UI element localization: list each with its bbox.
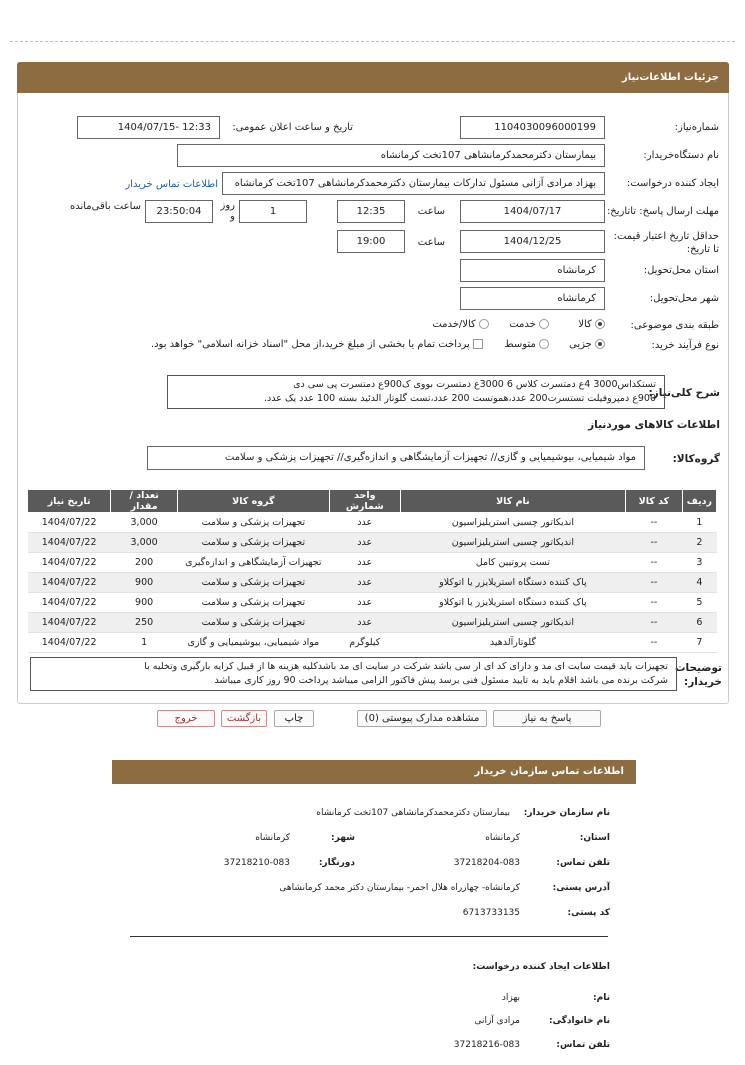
cell-unit: عدد <box>329 573 400 593</box>
cell-name: اندیکاتور چسبی استریلیزاسیون <box>400 513 625 533</box>
goods-info-title: اطلاعات کالاهای موردنیاز <box>588 419 720 431</box>
notes-line-1: تجهیزات باید قیمت سایت ای مد و دارای کد ای ار سی باشد شرکت در سایت ای مد باشدکلیه هزینه ها از قبیل کرایه بارگیری وتخلیه با <box>144 661 668 672</box>
cell-qty: 1 <box>111 633 178 653</box>
creator-field: بهزاد مرادی آزانی مسئول تدارکات بیمارستان دکترمحمدکرمانشاهی 107تخت کرمانشاه <box>222 172 605 195</box>
col-qty: تعداد / مقدار <box>111 490 178 513</box>
deadline-time-label: ساعت <box>417 206 445 217</box>
cell-date: 1404/07/22 <box>28 533 111 553</box>
province-label: استان محل‌تحویل: <box>643 265 719 276</box>
remaining-time-field: 23:50:04 <box>145 200 213 223</box>
cell-unit: عدد <box>329 553 400 573</box>
cell-group: تجهیزات پزشکی و سلامت <box>178 513 330 533</box>
cell-qty: 250 <box>111 613 178 633</box>
reply-button[interactable]: پاسخ به نیاز <box>493 710 601 727</box>
fax-label: دورنگار: <box>318 858 355 868</box>
cell-unit: کیلوگرم <box>329 633 400 653</box>
address-label: آدرس پستی: <box>552 883 610 893</box>
cell-row: 2 <box>682 533 716 553</box>
buyer-field: بیمارستان دکترمحمدکرمانشاهی 107تخت کرمانشاه <box>177 144 605 167</box>
announce-label: تاریخ و ساعت اعلان عمومی: <box>232 122 353 133</box>
validity-date-field: 1404/12/25 <box>460 230 605 253</box>
process-label: نوع فرآیند خرید: <box>651 340 719 351</box>
summary-line-2: 900ع دمپروفیلت تستسرت200 عدد،هموتست 200 عدد،تست گلوتار الدئید بسته 100 عدد یک عدد. <box>264 393 656 404</box>
address-value: کرمانشاه- چهارراه هلال احمر- بیمارستان دکتر محمد کرمانشاهی <box>279 883 520 893</box>
goods-table <box>27 489 717 653</box>
cell-unit: عدد <box>329 513 400 533</box>
category-option-service[interactable]: خدمت <box>509 319 549 330</box>
panel-title: جزئیات اطلاعات‌نیاز <box>17 62 729 93</box>
cell-row: 6 <box>682 613 716 633</box>
table-row[interactable] <box>28 573 717 593</box>
postal-label: کد پستی: <box>567 908 610 918</box>
city-label: شهر محل‌تحویل: <box>649 293 719 304</box>
cell-code: -- <box>626 533 683 553</box>
process-option-minor[interactable]: جزیی <box>569 339 605 350</box>
contact-phone-label: تلفن تماس: <box>556 858 610 868</box>
cell-name: اندیکاتور چسبی استریلیزاسیون <box>400 533 625 553</box>
cell-name: پاک کننده دستگاه استریلایزر یا اتوکلاو <box>400 593 625 613</box>
creator-info-title: اطلاعات ایجاد کننده درخواست: <box>472 962 610 972</box>
province-field: کرمانشاه <box>460 259 605 282</box>
cell-row: 7 <box>682 633 716 653</box>
radio-icon <box>595 339 605 349</box>
cell-qty: 3,000 <box>111 533 178 553</box>
col-row: ردیف <box>682 490 716 513</box>
contact-province-label: استان: <box>579 833 610 843</box>
cell-code: -- <box>626 613 683 633</box>
need-number-label: شماره‌نیاز: <box>674 122 719 133</box>
col-date: تاریخ نیاز <box>28 490 111 513</box>
validity-label: حداقل تاریخ اعتبار قیمت: تا تاریخ: <box>613 231 719 255</box>
cell-code: -- <box>626 553 683 573</box>
remaining-label: ساعت باقی‌مانده <box>69 201 141 212</box>
org-value: بیمارستان دکترمحمدکرمانشاهی 107تخت کرمانشاه <box>316 808 510 818</box>
category-option-goods-service[interactable]: کالا/خدمت <box>432 319 489 330</box>
cell-group: تجهیزات پزشکی و سلامت <box>178 533 330 553</box>
creator-name-label: نام: <box>593 993 610 1003</box>
cell-group: تجهیزات پزشکی و سلامت <box>178 573 330 593</box>
contact-city-label: شهر: <box>331 833 355 843</box>
cell-name: پاک کننده دستگاه استریلایزر یا اتوکلاو <box>400 573 625 593</box>
radio-icon <box>539 339 549 349</box>
table-row[interactable] <box>28 553 717 573</box>
cell-code: -- <box>626 513 683 533</box>
table-row[interactable] <box>28 593 717 613</box>
back-button[interactable]: بازگشت <box>221 710 267 727</box>
cell-code: -- <box>626 593 683 613</box>
attachments-button[interactable]: مشاهده مدارک پیوستی (0) <box>357 710 487 727</box>
cell-group: تجهیزات پزشکی و سلامت <box>178 613 330 633</box>
category-label: طبقه بندی موضوعی: <box>630 320 719 331</box>
creator-phone-label: تلفن تماس: <box>556 1040 610 1050</box>
cell-name: اندیکاتور چسبی استریلیزاسیون <box>400 613 625 633</box>
goods-group-field: مواد شیمیایی، بیوشیمیایی و گازی// تجهیزات آزمایشگاهی و اندازه‌گیری// تجهیزات پزشکی و سلامت <box>147 446 645 470</box>
announce-field: 1404/07/15- 12:33 <box>77 116 220 139</box>
cell-unit: عدد <box>329 533 400 553</box>
table-header-row <box>28 490 717 513</box>
need-number-field: 1104030096000199 <box>460 116 605 139</box>
cell-qty: 900 <box>111 593 178 613</box>
col-name: نام کالا <box>400 490 625 513</box>
contact-city-value: کرمانشاه <box>255 833 290 843</box>
fax-value: 37218210-083 <box>223 858 290 868</box>
table-row[interactable] <box>28 533 717 553</box>
cell-row: 4 <box>682 573 716 593</box>
goods-group-label: گروه‌کالا: <box>672 453 720 465</box>
creator-family-value: مرادی آزانی <box>474 1016 520 1026</box>
days-field: 1 <box>239 200 307 223</box>
cell-name: گلوتارآلدهید <box>400 633 625 653</box>
cell-group: تجهیزات پزشکی و سلامت <box>178 593 330 613</box>
cell-qty: 3,000 <box>111 513 178 533</box>
days-label: روز و <box>220 200 235 222</box>
summary-box <box>167 375 665 409</box>
cell-date: 1404/07/22 <box>28 593 111 613</box>
radio-icon <box>595 319 605 329</box>
process-option-medium[interactable]: متوسط <box>504 339 549 350</box>
cell-unit: عدد <box>329 593 400 613</box>
cell-group: تجهیزات آزمایشگاهی و اندازه‌گیری <box>178 553 330 573</box>
validity-time-label: ساعت <box>417 237 445 248</box>
cell-qty: 900 <box>111 573 178 593</box>
cell-code: -- <box>626 633 683 653</box>
cell-date: 1404/07/22 <box>28 553 111 573</box>
deadline-date-field: 1404/07/17 <box>460 200 605 223</box>
notes-box <box>30 657 677 691</box>
creator-label: ایجاد کننده درخواست: <box>626 178 719 189</box>
cell-date: 1404/07/22 <box>28 613 111 633</box>
cell-row: 1 <box>682 513 716 533</box>
deadline-label: مهلت ارسال پاسخ: تاتاریخ: <box>606 206 719 217</box>
radio-icon <box>539 319 549 329</box>
checkbox-icon <box>473 339 483 349</box>
radio-icon <box>479 319 489 329</box>
cell-row: 5 <box>682 593 716 613</box>
contact-province-value: کرمانشاه <box>485 833 520 843</box>
contact-section-title: اطلاعات تماس سازمان خریدار <box>112 760 636 784</box>
table-row[interactable] <box>28 513 717 533</box>
cell-date: 1404/07/22 <box>28 573 111 593</box>
cell-date: 1404/07/22 <box>28 513 111 533</box>
buyer-label: نام دستگاه‌خریدار: <box>643 150 719 161</box>
col-unit: واحد شمارش <box>329 490 400 513</box>
table-row[interactable] <box>28 613 717 633</box>
postal-value: 6713733135 <box>462 908 520 918</box>
cell-date: 1404/07/22 <box>28 633 111 653</box>
deadline-time-field: 12:35 <box>337 200 405 223</box>
cell-code: -- <box>626 573 683 593</box>
city-field: کرمانشاه <box>460 287 605 310</box>
notes-line-2: شرکت برنده می باشد اقلام باید به تایید مسئول فنی برسد پیش فاکتور الزامی میباشد پرداخت 90 روز کاری میباشد <box>214 675 668 686</box>
cell-unit: عدد <box>329 613 400 633</box>
creator-phone-value: 37218216-083 <box>453 1040 520 1050</box>
summary-label: شرح کلی‌نیاز: <box>648 387 720 399</box>
contact-divider <box>130 936 608 937</box>
table-row[interactable] <box>28 633 717 653</box>
notes-label: توضیحات خریدار: <box>674 662 722 688</box>
org-label: نام سازمان خریدار: <box>523 808 610 818</box>
validity-time-field: 19:00 <box>337 230 405 253</box>
cell-row: 3 <box>682 553 716 573</box>
summary-line-1: تستکداس3000 4ع دمتسرت کلاس 6 3000ع دمتسرت بووی ک900ع دمتسرت پی سی دی <box>293 379 656 390</box>
cell-group: مواد شیمیایی، بیوشیمیایی و گازی <box>178 633 330 653</box>
cell-name: تست پروتیین کامل <box>400 553 625 573</box>
cell-qty: 200 <box>111 553 178 573</box>
category-option-goods[interactable]: کالا <box>578 319 605 330</box>
col-code: کد کالا <box>626 490 683 513</box>
treasury-option[interactable]: پرداخت تمام یا بخشی از مبلغ خرید،از محل "اسناد خزانه اسلامی" خواهد بود. <box>151 339 483 350</box>
creator-family-label: نام خانوادگی: <box>548 1016 610 1026</box>
col-group: گروه کالا <box>178 490 330 513</box>
buyer-contact-link[interactable]: اطلاعات تماس خریدار <box>125 179 218 190</box>
top-divider <box>10 41 735 42</box>
contact-phone-value: 37218204-083 <box>453 858 520 868</box>
print-button[interactable]: چاپ <box>274 710 314 727</box>
exit-button[interactable]: خروج <box>157 710 215 727</box>
creator-name-value: بهزاد <box>501 993 520 1003</box>
